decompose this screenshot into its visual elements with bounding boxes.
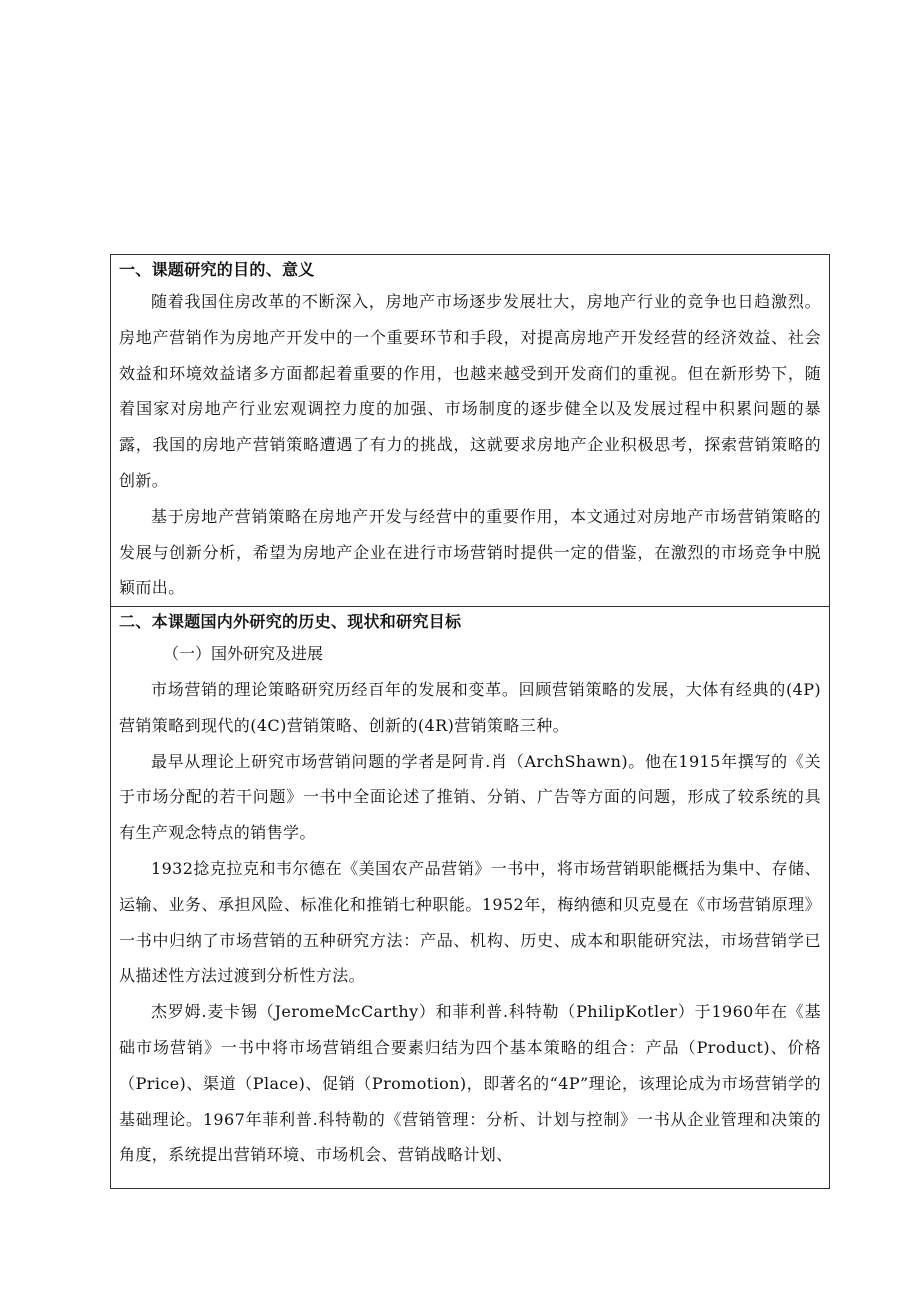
section2-paragraph-4: 杰罗姆.麦卡锡（JeromeMcCarthy）和菲利普.科特勒（PhilipKotler）于1960年在《基础市场营销》一书中将市场营销组合要素归结为四个基本策略的组合：产品（Product)、价格（Price)、渠道（Place)、促销（Promotion)，即著名的“4P”理论，该理论成为市场营销学的基础理论。1967年菲利普.科特勒的《营销管理：分析、计划与控制》一书从企业管理和决策的角度，系统提出营销环境、市场机会、营销战略计划、: [119, 1002, 821, 1165]
section1-paragraph-1: 随着我国住房改革的不断深入，房地产市场逐步发展壮大，房地产行业的竞争也日趋激烈。房地产营销作为房地产开发中的一个重要环节和手段，对提高房地产开发经营的经济效益、社会效益和环境效益诸多方面都起着重要的作用，也越来越受到开发商们的重视。但在新形势下，随着国家对房地产行业宏观调控力度的加强、市场制度的逐步健全以及发展过程中积累问题的暴露，我国的房地产营销策略遭遇了有力的挑战，这就要求房地产企业积极思考，探索营销策略的创新。: [119, 292, 821, 490]
section2-paragraph-2: 最早从理论上研究市场营销问题的学者是阿肯.肖（ArchShawn)。他在1915年撰写的《关于市场分配的若干问题》一书中全面论述了推销、分销、广告等方面的问题，形成了较系统的具有生产观念特点的销售学。: [119, 751, 821, 843]
section1-paragraph-2: 基于房地产营销策略在房地产开发与经营中的重要作用，本文通过对房地产市场营销策略的发展与创新分析，希望为房地产企业在进行市场营销时提供一定的借鉴，在激烈的市场竞争中脱颖而出。: [119, 506, 821, 598]
section-history: [111, 606, 829, 1188]
section2-subheading: （一）国外研究及进展: [163, 644, 324, 663]
section2-heading: 二、本课题国内外研究的历史、现状和研究目标: [119, 612, 462, 631]
section1-heading: 一、课题研究的目的、意义: [119, 260, 315, 279]
section2-paragraph-1: 市场营销的理论策略研究历经百年的发展和变革。回顾营销策略的发展，大体有经典的(4P)营销策略到现代的(4C)营销策略、创新的(4R)营销策略三种。: [119, 680, 821, 735]
section-purpose: [111, 255, 829, 606]
proposal-form-table: [110, 254, 830, 1189]
section2-paragraph-3: 1932捻克拉克和韦尔德在《美国农产品营销》一书中，将市场营销职能概括为集中、存储、运输、业务、承担风险、标准化和推销七种职能。1952年，梅纳德和贝克曼在《市场营销原理》一书中归纳了市场营销的五种研究方法：产品、机构、历史、成本和职能研究法，市场营销学已从描述性方法过渡到分析性方法。: [119, 858, 821, 986]
